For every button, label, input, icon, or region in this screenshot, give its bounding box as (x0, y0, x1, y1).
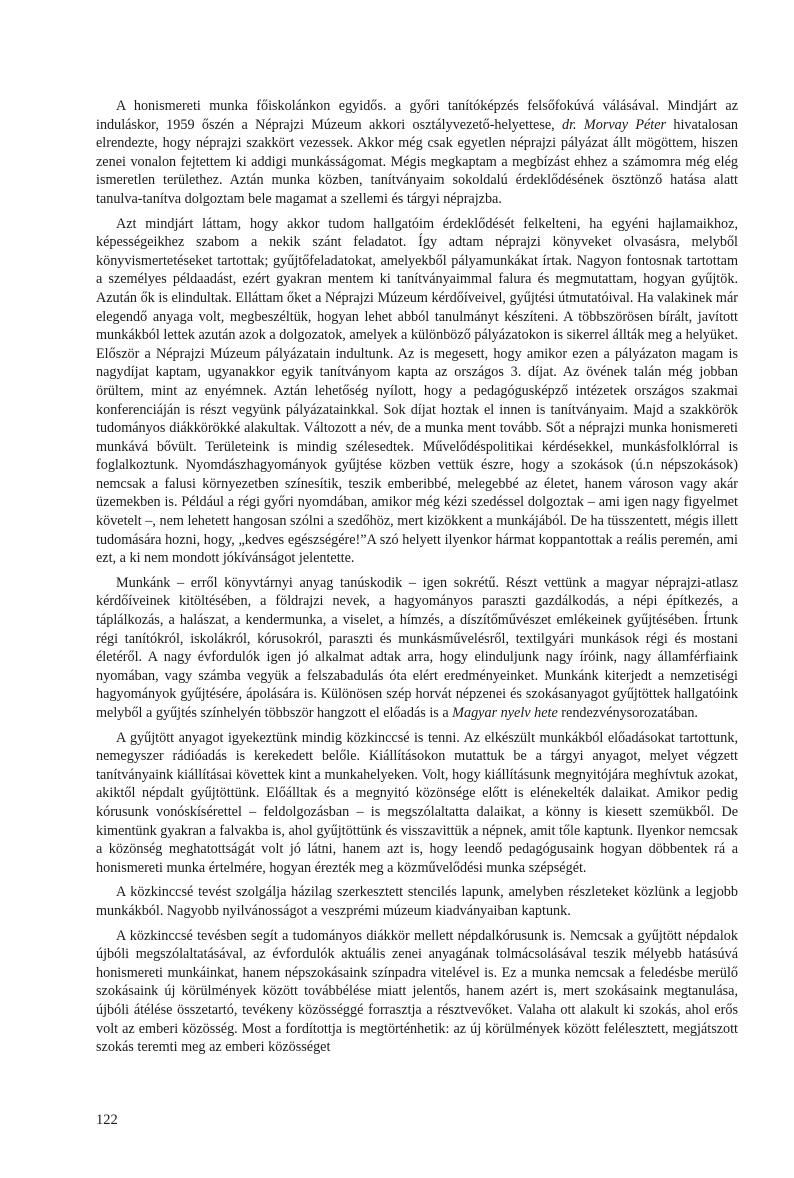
paragraph-2-text: Azt mindjárt láttam, hogy akkor tudom hallgatóim érdeklődését felkelteni, ha egyéni hajlamaikhoz, képességeikhez szabom a nekik szánt feladatot. Így adtam néprajzi könyveket olvasásra, melyből könyvismertetéseket tartottak; gyűjtőfeladatokat, amelyekből pályamunkákat írtak. Nagyon fontosnak tartottam a személyes példaadást, ezért gyakran mentem ki tanítványaimmal falura és megmutattam, hogyan gyűjtök. Azután ők is elindultak. Elláttam őket a Néprajzi Múzeum kérdőíveivel, gyűjtési útmutatóival. Ha valakinek már elegendő anyaga volt, megbeszéltük, hogyan lehet abból tanulmányt készíteni. A többszörösen bírált, javított munkákból lettek azután azok a dolgozatok, amelyek a különböző pályázatokon is sikerrel állták meg a helyüket. Először a Néprajzi Múzeum pályázatain indultunk. Az is megesett, hogy amikor ezen a pályázaton magam is nagydíjat kaptam, ugyanakkor egyik tanítványom kapta az országos 3. díjat. Az övének talán még jobban örültem, mint az enyémnek. Aztán lehetőség nyílott, hogy a pedagógusképző intézetek országos szakmai konferenciáján is részt vegyünk pályázatainkkal. Sok díjat hoztak el innen is tanítványaim. Majd a szakkörök tudományos diákkörökké alakultak. Változott a név, de a munka ment tovább. Sőt a néprajzi munka honismereti munkává bővült. Területeink is mindig szélesedtek. Művelődéspolitikai kérdésekkel, munkásfolklórral is foglalkoztunk. Nyomdászhagyományok gyűjtése közben vettük észre, hogy a szokások (ú.n népszokások) nemcsak a falusi környezetben színesítik, teszik emberibbé, melegebbé az életet, hanem városon vagy akár üzemekben is. Például a régi győri nyomdában, amikor még kézi szedéssel dolgoztak – ami igen nagy figyelmet követelt –, nem lehetett hangosan szólni a szedőhöz, mert kizökkent a munkájából. De ha tüsszentett, mégis illett tudomására hozni, hogy, „kedves egészségére!”A szó helyett ilyenkor hármat koppantottak a reális peremén, ami ezt, a ki nem mondott jókívánságot jelentette. (96, 215, 738, 567)
paragraph-5 (96, 883, 738, 920)
paragraph-1-text-a: A honismereti munka főiskolánkon egyidős. a győri tanítóképzés felsőfokúvá válásával. Mindjárt az induláskor, 1959 őszén a Néprajzi Múzeum akkori osztályvezető-helyettese, (96, 98, 738, 133)
body-text (96, 97, 738, 1057)
paragraph-3-text-a: Munkánk – erről könyvtárnyi anyag tanúskodik – igen sokrétű. Részt vettünk a magyar néprajzi-atlasz kérdőíveinek kitöltésében, a földrajzi nevek, a hagyományos paraszti gazdálkodás, a népi építkezés, a táplálkozás, a halászat, a kendermunka, a viselet, a hímzés, a díszítőművészet emlékeinek gyűjtésében. Írtunk régi tanítókról, iskolákról, kórusokról, paraszti és munkásművelésről, textilgyári munkások régi és mostani életéről. A nagy évfordulók igen jó alkalmat adtak arra, hogy elinduljunk nagy íróink, nagy államférfiaink nyomában, vagy számba vegyük a felszabadulás óta elért eredményeinket. Munkánk kiterjedt a nemzetiségi hagyományok gyűjtésére, ápolására is. Különösen szép horvát népzenei és szokásanyagot gyűjtöttek hallgatóink melyből a gyűjtés színhelyén többször hangzott el előadás is a (96, 574, 738, 721)
paragraph-3-italic-title: Magyar nyelv hete (452, 705, 558, 721)
paragraph-1-italic-name: dr. Morvay Péter (562, 116, 667, 133)
paragraph-5-text: A közkinccsé tevést szolgálja házilag szerkesztett stencilés lapunk, amelyben részleteket közlünk a legjobb munkákból. Nagyobb nyilvánosságot a veszprémi múzeum kiadványaiban kaptunk. (96, 884, 738, 919)
paragraph-6 (96, 927, 738, 1057)
page-number: 122 (96, 1112, 118, 1128)
paragraph-4 (96, 729, 738, 878)
paragraph-2 (96, 215, 738, 568)
paragraph-3-text-b: rendezvénysorozatában. (557, 705, 698, 721)
paragraph-6-text: A közkinccsé tevésben segít a tudományos diákkör mellett népdalkórusunk is. Nemcsak a gyűjtött népdalok újbóli megszólaltatásával, az évfordulók aktuális zenei anyagának tolmácsolásával teszik mélyebb hatásúvá honismereti munkáinkat, hanem népszokásaink színpadra vitelével is. Ez a munka nemcsak a feledésbe merülő szokásaink új körülmények között továbbélése miatt jelentős, hanem azért is, mert szokásaink megtanulása, újbóli átélése összetartó, tevékeny közösséggé forrasztja a résztvevőket. Valaha ott alakult ki szokás, ahol erős volt az emberi közösség. Most a fordítottja is megtörténhetik: az új körülmények között felélesztett, megjátszott szokás teremti meg az emberi közösséget (96, 927, 738, 1056)
paragraph-4-text: A gyűjtött anyagot igyekeztünk mindig közkinccsé is tenni. Az elkészült munkákból előadásokat tartottunk, nemegyszer rádióadás is kerekedett belőle. Kiállításokon mutattuk be a tárgyi anyagot, melyet végzett tanítványaink kiállításai követtek kint a munkahelyeken. Volt, hogy kiállításunk megnyitójára meghívtuk azokat, akiktől népdalt gyűjtöttünk. Előálltak és a megnyitó közönsége előtt is elénekelték dalaikat. Amikor pedig kórusunk vonóskísérettel – feldolgozásban – is megszólaltatta dalaikat, a könny is kiesett szemükből. De kimentünk gyakran a falvakba is, ahol gyűjtöttünk és visszavittük a népnek, amit tőle kaptunk. Ilyenkor nemcsak a közönség meghatottságát volt jó látni, hanem azt is, hogy leendő pedagógusaink hogyan döbbentek rá a honismereti munka értelmére, hogyan érezték meg a közművelődési munka szépségét. (96, 729, 738, 876)
paragraph-3 (96, 574, 738, 723)
paragraph-1 (96, 97, 738, 209)
paragraph-1-text-b: hivatalosan elrendezte, hogy néprajzi szakkört vezessek. Akkor még csak egyetlen néprajzi pályázat állt mögöttem, hiszen zenei vonalon fejtettem ki addigi munkásságomat. Mégis megkaptam a megbízást ehhez a számomra még elég ismeretlen területhez. Aztán munka közben, tanítványaim sokoldalú érdeklődésének ösztönző hatása alatt tanulva-tanítva dolgoztam bele magamat a szellemi és tárgyi néprajzba. (96, 116, 738, 207)
